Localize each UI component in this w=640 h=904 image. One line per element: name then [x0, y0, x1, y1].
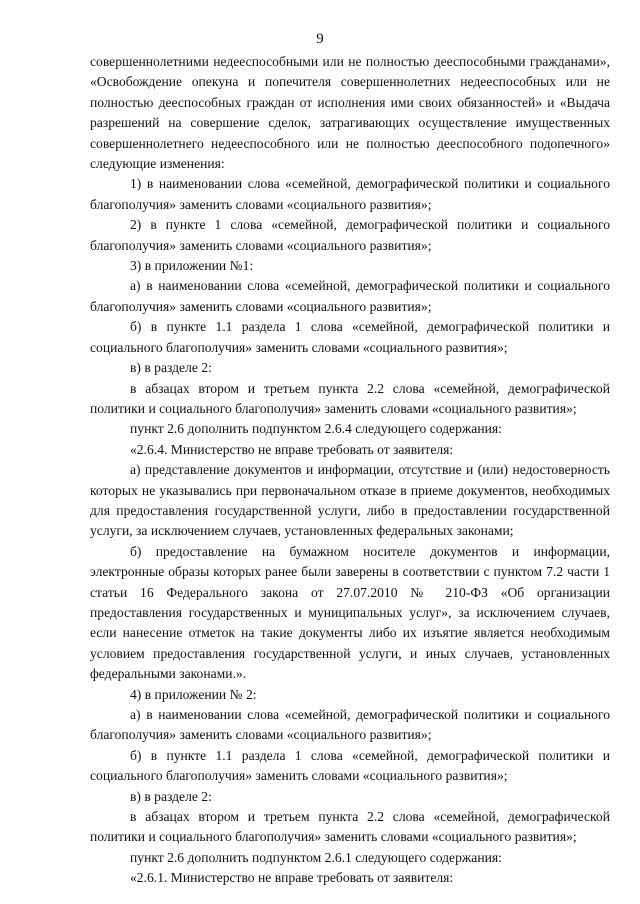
paragraph: «2.6.4. Министерство не вправе требовать от заявителя:	[130, 441, 454, 457]
paragraph: в) в разделе 2:	[130, 360, 212, 376]
paragraph: совершеннолетними недееспособными или не полностью дееспособными гражданами», «Освобождение опекуна и попечителя совершеннолетних недееспособных или не полностью дееспособных граждан от исполнения ими своих обязанностей» и «Выдача разрешений на совершение сделок, затрагивающих осуществление имущественных совершеннолетнего недееспособного или не полностью дееспособного подопечного» следующие изменения:	[90, 54, 610, 172]
paragraph: в абзацах втором и третьем пункта 2.2 слова «семейной, демографической политики и социального благополучия» заменить словами «социального развития»;	[90, 809, 610, 845]
paragraph: 4) в приложении № 2:	[130, 686, 257, 702]
document-body	[90, 52, 610, 889]
paragraph: «2.6.1. Министерство не вправе требовать от заявителя:	[130, 870, 454, 886]
paragraph: 3) в приложении №1:	[130, 258, 254, 274]
paragraph: а) в наименовании слова «семейной, демографической политики и социального благополучия» заменить словами «социального развития»;	[90, 707, 610, 743]
paragraph: пункт 2.6 дополнить подпунктом 2.6.4 следующего содержания:	[130, 421, 502, 437]
paragraph: в) в разделе 2:	[130, 788, 212, 804]
paragraph: б) в пункте 1.1 раздела 1 слова «семейной, демографической политики и социального благополучия» заменить словами «социального развития»;	[90, 747, 610, 784]
paragraph: 2) в пункте 1 слова «семейной, демографической политики и социального благополучия» заменить словами «социального развития»;	[90, 217, 610, 253]
paragraph: пункт 2.6 дополнить подпунктом 2.6.1 следующего содержания:	[130, 849, 502, 865]
paragraph: 1) в наименовании слова «семейной, демографической политики и социального благополучия» заменить словами «социального развития»;	[90, 176, 610, 212]
paragraph: б) предоставление на бумажном носителе документов и информации, электронные образы которых ранее были заверены в соответствии с пунктом 7.2 части 1 статьи 16 Федерального закона от 27.07.2010 № 210-ФЗ «Об организации предоставления государственных и муниципальных услуг», за исключением случаев, если нанесение отметок на такие документы либо их изъятие является необходимым условием предоставления государственной услуги, и иных случаев, установленных федеральными законами.».	[90, 543, 610, 682]
paragraph: в абзацах втором и третьем пункта 2.2 слова «семейной, демографической политики и социального благополучия» заменить словами «социального развития»;	[90, 380, 610, 416]
paragraph: а) представление документов и информации, отсутствие и (или) недостоверность которых не указывались при первоначальном отказе в приеме документов, необходимых для предоставления государственной услуги, либо в предоставлении государственной услуги, за исключением случаев, установленных федеральных законами;	[90, 462, 610, 539]
page-number: 9	[316, 31, 324, 47]
paragraph: а) в наименовании слова «семейной, демографической политики и социального благополучия» заменить словами «социального развития»;	[90, 278, 610, 314]
paragraph: б) в пункте 1.1 раздела 1 слова «семейной, демографической политики и социального благополучия» заменить словами «социального развития»;	[90, 319, 610, 355]
